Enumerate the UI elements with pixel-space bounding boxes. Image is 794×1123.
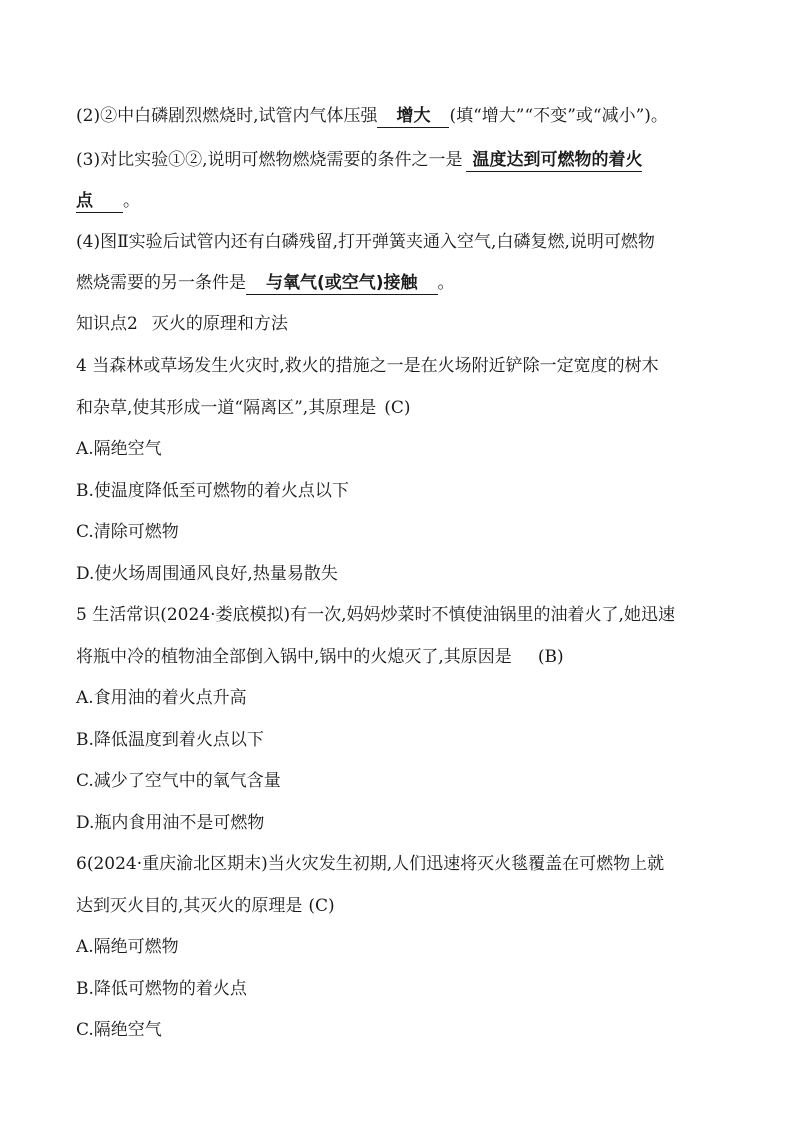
q5-option-b: B.降低温度到着火点以下: [76, 730, 264, 750]
q3-part3-line2: [76, 189, 140, 213]
q3-part4-answer: 与氧气(或空气)接触: [246, 272, 438, 295]
q3-part3-answer-line1: 温度达到可燃物的着火: [466, 149, 642, 172]
q3-part2-line: [76, 104, 668, 128]
q3-part4-prefix: 燃烧需要的另一条件是: [76, 273, 246, 293]
q3-part4-suffix: 。: [437, 273, 455, 293]
q4-stem: 和杂草,使其形成一道“隔离区”,其原理是: [76, 398, 377, 418]
section-heading: [76, 312, 288, 336]
q6-option-b: B.降低可燃物的着火点: [76, 979, 247, 999]
q5-line2: [76, 645, 564, 669]
q4-option-a: A.隔绝空气: [76, 439, 162, 459]
q3-part4-line2: [76, 271, 455, 295]
q3-part2-answer: 增大: [377, 105, 449, 128]
section-title: 灭火的原理和方法: [151, 314, 288, 334]
q4-line2: [76, 396, 410, 420]
q5-stem: 将瓶中冷的植物油全部倒入锅中,锅中的火熄灭了,其原因是: [76, 647, 512, 667]
q5-line1: 5 生活常识(2024·娄底模拟)有一次,妈妈炒菜时不慎使油锅里的油着火了,她迅速: [76, 605, 675, 625]
q6-option-c: C.隔绝空气: [76, 1020, 162, 1040]
q5-option-a: A.食用油的着火点升高: [76, 688, 247, 708]
section-label: 知识点2: [76, 314, 138, 334]
q3-part3-prefix: (3)对比实验①②,说明可燃物燃烧需要的条件之一是: [76, 150, 463, 170]
q4-option-d: D.使火场周围通风良好,热量易散失: [76, 564, 338, 584]
q5-option-d: D.瓶内食用油不是可燃物: [76, 813, 265, 833]
q6-line2: [76, 894, 335, 918]
q3-part4-line1: (4)图Ⅱ实验后试管内还有白磷残留,打开弹簧夹通入空气,白磷复燃,说明可燃物: [76, 232, 655, 252]
q3-part3-answer-line2: 点: [76, 190, 123, 213]
q6-option-a: A.隔绝可燃物: [76, 937, 179, 957]
q6-answer: (C): [308, 896, 335, 916]
q4-line1: 4 当森林或草场发生火灾时,救火的措施之一是在火场附近铲除一定宽度的树木: [76, 356, 659, 376]
q5-answer: (B): [537, 647, 564, 667]
q6-stem: 达到灭火目的,其灭火的原理是: [76, 896, 303, 916]
q4-option-b: B.使温度降低至可燃物的着火点以下: [76, 481, 349, 501]
q3-part3-suffix: 。: [123, 191, 140, 211]
q6-line1: 6(2024·重庆渝北区期末)当火灾发生初期,人们迅速将灭火毯覆盖在可燃物上就: [76, 854, 665, 874]
q3-part2-suffix: (填“增大”“不变”或“减小”)。: [449, 106, 668, 126]
q4-answer: (C): [384, 398, 411, 418]
q3-part2-prefix: (2)②中白磷剧烈燃烧时,试管内气体压强: [76, 106, 378, 126]
q5-option-c: C.减少了空气中的氧气含量: [76, 771, 281, 791]
q4-option-c: C.清除可燃物: [76, 522, 179, 542]
q3-part3-line1: [76, 148, 642, 172]
